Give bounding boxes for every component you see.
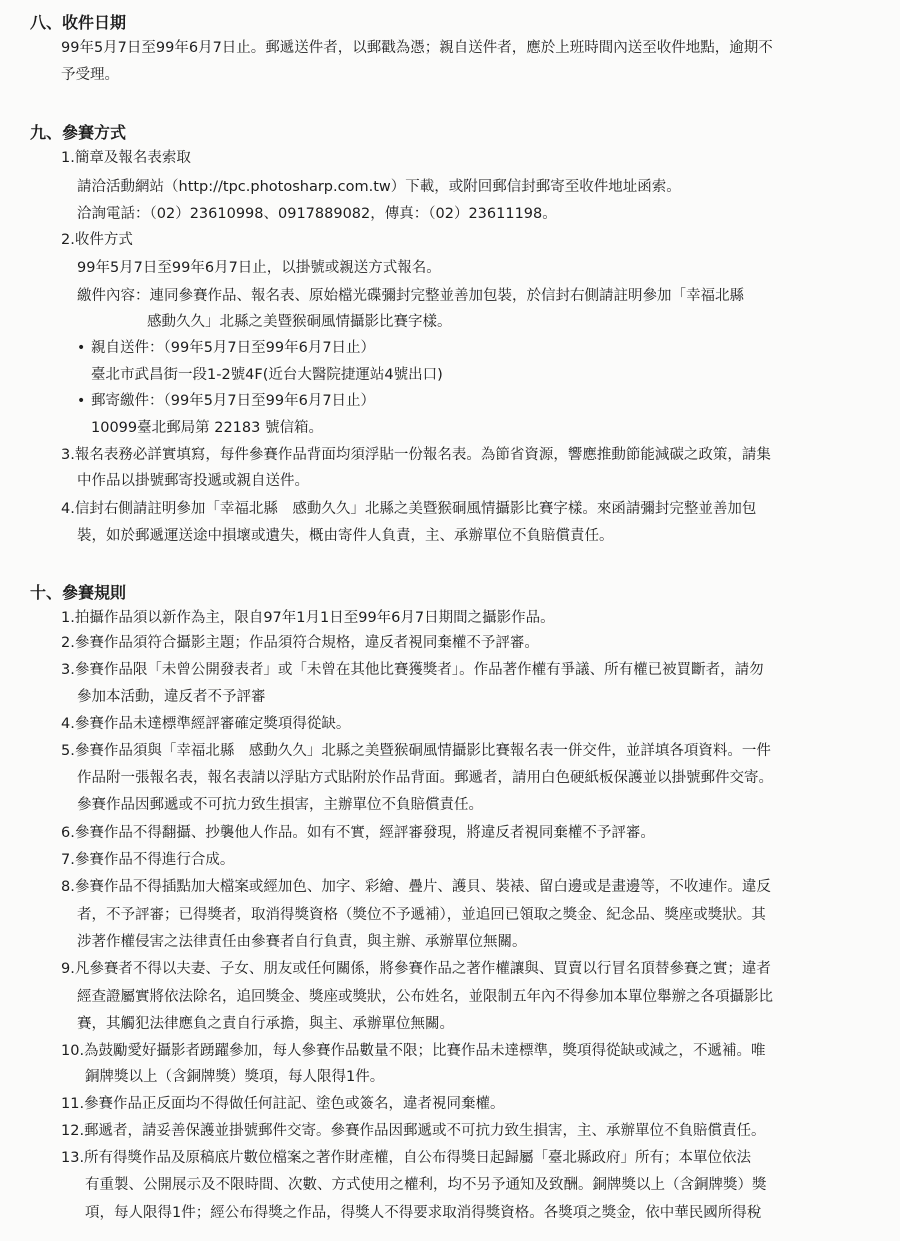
section-10-line: 7.參賽作品不得進行合成。	[61, 852, 235, 868]
section-10-line: 涉著作權侵害之法律責任由參賽者自行負責，與主辦、承辦單位無關。	[77, 934, 527, 950]
section-10-title: 十、參賽規則	[30, 583, 127, 602]
section-10-line: 2.參賽作品須符合攝影主題；作品須符合規格，違反者視同棄權不予評審。	[61, 635, 539, 651]
section-9-line: 裝，如於郵遞運送途中損壞或遺失，概由寄件人負責，主、承辦單位不負賠償責任。	[77, 528, 614, 544]
section-10-line: 13.所有得獎作品及原稿底片數位檔案之著作財產權，自公布得獎日起歸屬「臺北縣政府」所有；本單位依法	[61, 1150, 752, 1166]
section-9-line: 3.報名表務必詳實填寫，每件參賽作品背面均須浮貼一份報名表。為節省資源，響應推動節能減碳之政策，請集	[61, 447, 771, 463]
section-9-line: 10099臺北郵局第 22183 號信箱。	[91, 420, 323, 436]
section-8-line: 予受理。	[61, 67, 119, 83]
section-10-line: 8.參賽作品不得插點加大檔案或經加色、加字、彩繪、疊片、護貝、裝裱、留白邊或是畫邊等，不收連作。違反	[61, 879, 771, 895]
section-10-line: 12.郵遞者，請妥善保護並掛號郵件交寄。參賽作品因郵遞或不可抗力致生損害，主、承辦單位不負賠償責任。	[61, 1123, 766, 1139]
section-9-title: 九、參賽方式	[30, 123, 127, 142]
section-10-line: 11.參賽作品正反面均不得做任何註記、塗色或簽名，違者視同棄權。	[61, 1096, 505, 1112]
section-9-line: 請洽活動網站（http://tpc.photosharp.com.tw）下載，或附回郵信封郵寄至收件地址函索。	[77, 179, 681, 195]
section-9-line: 1.簡章及報名表索取	[61, 150, 191, 166]
section-9-line: 中作品以掛號郵寄投遞或親自送件。	[77, 473, 309, 489]
section-9-line: 2.收件方式	[61, 232, 133, 248]
section-10-line: 項，每人限得1件；經公布得獎之作品，得獎人不得要求取消得獎資格。各獎項之獎金，依中華民國所得稅	[85, 1205, 762, 1221]
section-10-line: 有重製、公開展示及不限時間、次數、方式使用之權利，均不另予通知及致酬。銅牌獎以上（含銅牌獎）獎	[85, 1177, 767, 1193]
section-10-line: 5.參賽作品須與「幸福北縣 感動久久」北縣之美暨猴硐風情攝影比賽報名表一併交件，並詳填各項資料。一件	[61, 743, 771, 759]
section-10-line: 銅牌獎以上（含銅牌獎）獎項，每人限得1件。	[85, 1069, 385, 1085]
section-10-line: 4.參賽作品未達標準經評審確定獎項得從缺。	[61, 716, 351, 732]
section-8-line: 99年5月7日至99年6月7日止。郵遞送件者，以郵戳為憑；親自送件者，應於上班時間內送至收件地點，逾期不	[61, 40, 773, 56]
section-10-line: 作品附一張報名表，報名表請以浮貼方式貼附於作品背面。郵遞者，請用白色硬紙板保護並以掛號郵件交寄。	[77, 770, 773, 786]
section-9-bullet-line: • 親自送件：（99年5月7日至99年6月7日止）	[91, 338, 375, 358]
section-10-line: 參賽作品因郵遞或不可抗力致生損害，主辦單位不負賠償責任。	[77, 797, 483, 813]
section-10-line: 1.拍攝作品須以新作為主，限自97年1月1日至99年6月7日期間之攝影作品。	[61, 610, 555, 626]
section-9-line: 繳件內容：連同參賽作品、報名表、原始檔光碟彌封完整並善加包裝，於信封右側請註明參加「幸福北縣	[77, 288, 744, 304]
section-10-line: 賽，其觸犯法律應負之責自行承擔，與主、承辦單位無關。	[77, 1016, 454, 1032]
section-10-line: 者，不予評審；已得獎者，取消得獎資格（獎位不予遞補），並追回已領取之獎金、紀念品、獎座或獎狀。其	[77, 907, 766, 923]
section-9-bullet-line: • 郵寄繳件：（99年5月7日至99年6月7日止）	[91, 391, 375, 411]
section-9-line: 99年5月7日至99年6月7日止，以掛號或親送方式報名。	[77, 260, 441, 276]
section-10-line: 6.參賽作品不得翻攝、抄襲他人作品。如有不實，經評審發現，將違反者視同棄權不予評審。	[61, 825, 655, 841]
section-9-line: 洽詢電話：（02）23610998、0917889082，傳真：（02）23611198。	[77, 206, 557, 222]
section-9-line: 感動久久」北縣之美暨猴硐風情攝影比賽字樣。	[147, 314, 452, 330]
section-10-line: 參加本活動，違反者不予評審	[77, 689, 266, 705]
section-8-title: 八、收件日期	[30, 13, 127, 32]
section-10-line: 9.凡參賽者不得以夫妻、子女、朋友或任何關係，將參賽作品之著作權讓與、買賣以行冒名頂替參賽之實；違者	[61, 961, 771, 977]
section-9-line: 4.信封右側請註明參加「幸福北縣 感動久久」北縣之美暨猴硐風情攝影比賽字樣。來函請彌封完整並善加包	[61, 501, 757, 517]
section-9-line: 臺北市武昌街一段1-2號4F(近台大醫院捷運站4號出口)	[91, 367, 443, 383]
section-10-line: 10.為鼓勵愛好攝影者踴躍參加，每人參賽作品數量不限；比賽作品未達標準，獎項得從缺或減之，不遞補。唯	[61, 1043, 766, 1059]
section-10-line: 3.參賽作品限「未曾公開發表者」或「未曾在其他比賽獲獎者」。作品著作權有爭議、所有權已被買斷者，請勿	[61, 662, 764, 678]
section-10-line: 經查證屬實將依法除名，追回獎金、獎座或獎狀，公布姓名，並限制五年內不得參加本單位舉辦之各項攝影比	[77, 989, 773, 1005]
